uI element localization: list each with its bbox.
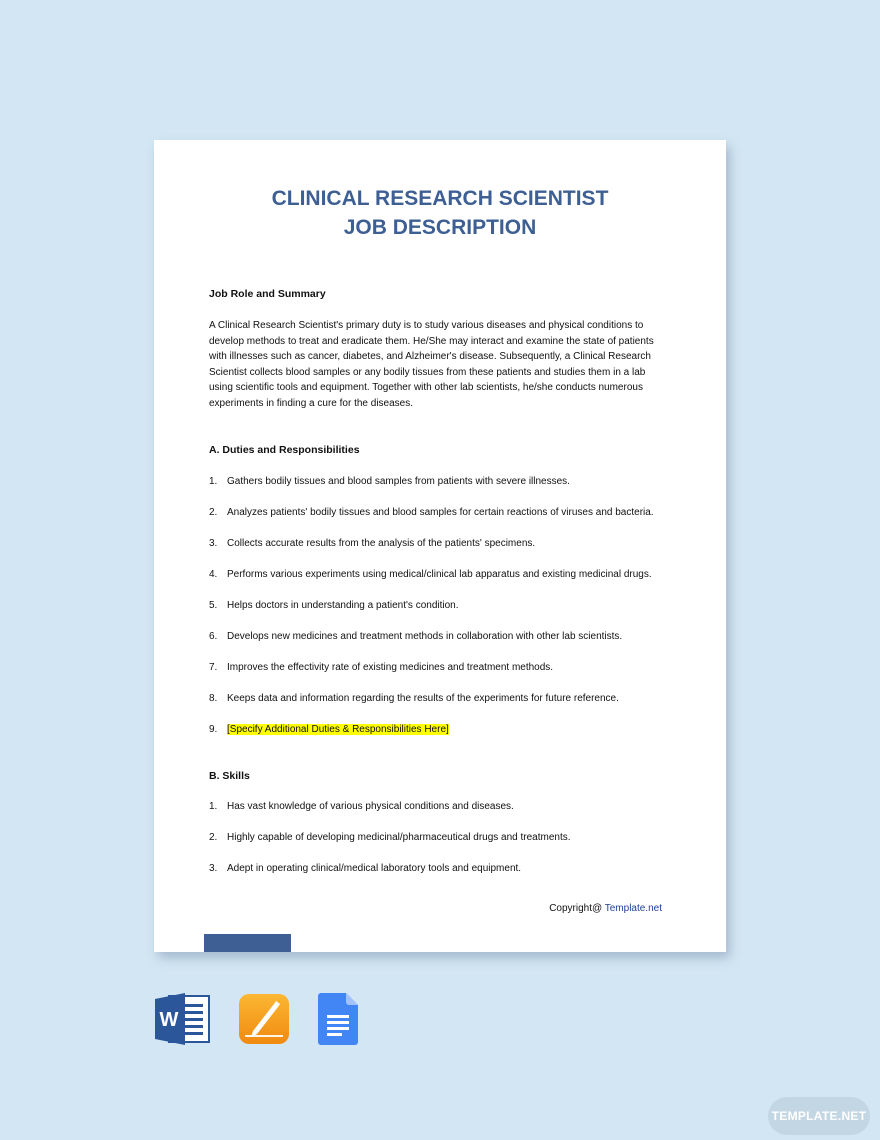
summary-heading: Job Role and Summary [209, 288, 326, 300]
duty-item [209, 507, 654, 518]
duty-item [209, 631, 622, 642]
skill-number: 2. [209, 832, 218, 843]
duty-number: 5. [209, 600, 218, 611]
pages-icon[interactable] [238, 993, 290, 1050]
duty-placeholder-highlight: [Specify Additional Duties & Responsibilities Here] [227, 724, 449, 735]
template-net-link[interactable]: Template.net [604, 903, 662, 914]
duty-item [209, 693, 619, 704]
skill-number: 3. [209, 863, 218, 874]
duty-text: Collects accurate results from the analysis of the patients' specimens. [227, 538, 536, 549]
skill-text: Has vast knowledge of various physical conditions and diseases. [227, 801, 514, 812]
duty-text: Develops new medicines and treatment methods in collaboration with other lab scientists. [227, 631, 623, 642]
duty-item [209, 569, 652, 580]
title-line-2: JOB DESCRIPTION [343, 216, 537, 239]
duty-item [209, 538, 535, 549]
skill-item [209, 832, 571, 843]
skills-heading: B. Skills [209, 770, 250, 782]
word-icon[interactable] [155, 993, 211, 1050]
duty-number: 3. [209, 538, 218, 549]
duties-heading: A. Duties and Responsibilities [209, 444, 360, 456]
duty-number: 2. [209, 507, 218, 518]
template-net-badge[interactable]: TEMPLATE.NET [768, 1097, 870, 1135]
svg-text:W: W [159, 1009, 179, 1031]
duty-text: Analyzes patients' bodily tissues and blood samples for certain reactions of viruses and bacteria. [227, 507, 654, 518]
duty-item [209, 662, 553, 673]
skill-text: Highly capable of developing medicinal/pharmaceutical drugs and treatments. [227, 832, 571, 843]
copyright-line [549, 903, 662, 914]
duty-text: Keeps data and information regarding the results of the experiments for future reference. [227, 693, 619, 704]
skill-item [209, 863, 521, 874]
duty-item [209, 600, 459, 611]
skill-text: Adept in operating clinical/medical laboratory tools and equipment. [227, 863, 522, 874]
duty-number: 9. [209, 724, 218, 735]
duty-number: 6. [209, 631, 218, 642]
duty-text: Gathers bodily tissues and blood samples from patients with severe illnesses. [227, 476, 570, 487]
google-docs-icon[interactable] [318, 993, 358, 1050]
copyright-prefix: Copyright@ [549, 903, 605, 914]
duty-text: Improves the effectivity rate of existing medicines and treatment methods. [227, 662, 554, 673]
duty-text: Helps doctors in understanding a patient's condition. [227, 600, 459, 611]
duty-text: Performs various experiments using medical/clinical lab apparatus and existing medicinal drugs. [227, 569, 652, 580]
duty-number: 1. [209, 476, 218, 487]
duty-item [209, 724, 449, 735]
duty-number: 7. [209, 662, 218, 673]
skill-item [209, 801, 514, 812]
title-line-1: CLINICAL RESEARCH SCIENTIST [271, 187, 609, 210]
skill-number: 1. [209, 801, 218, 812]
duty-item [209, 476, 570, 487]
document-title [154, 184, 726, 242]
duty-number: 8. [209, 693, 218, 704]
footer-accent-bar [204, 934, 291, 952]
document-page [154, 140, 726, 952]
duty-number: 4. [209, 569, 218, 580]
summary-paragraph: A Clinical Research Scientist's primary duty is to study various diseases and physical conditions to develop methods to treat and eradicate them. He/She may interact and examine the state of patients with illnesses such as cancer, diabetes, and Alzheimer's disease. Subsequently, a Clinical Research Scientist collects blood samples or any bodily tissues from these patients and studies them in a lab using scientific tools and equipment. Together with other lab scientists, he/she conducts numerous experiments in finding a cure for the diseases. [209, 320, 654, 409]
